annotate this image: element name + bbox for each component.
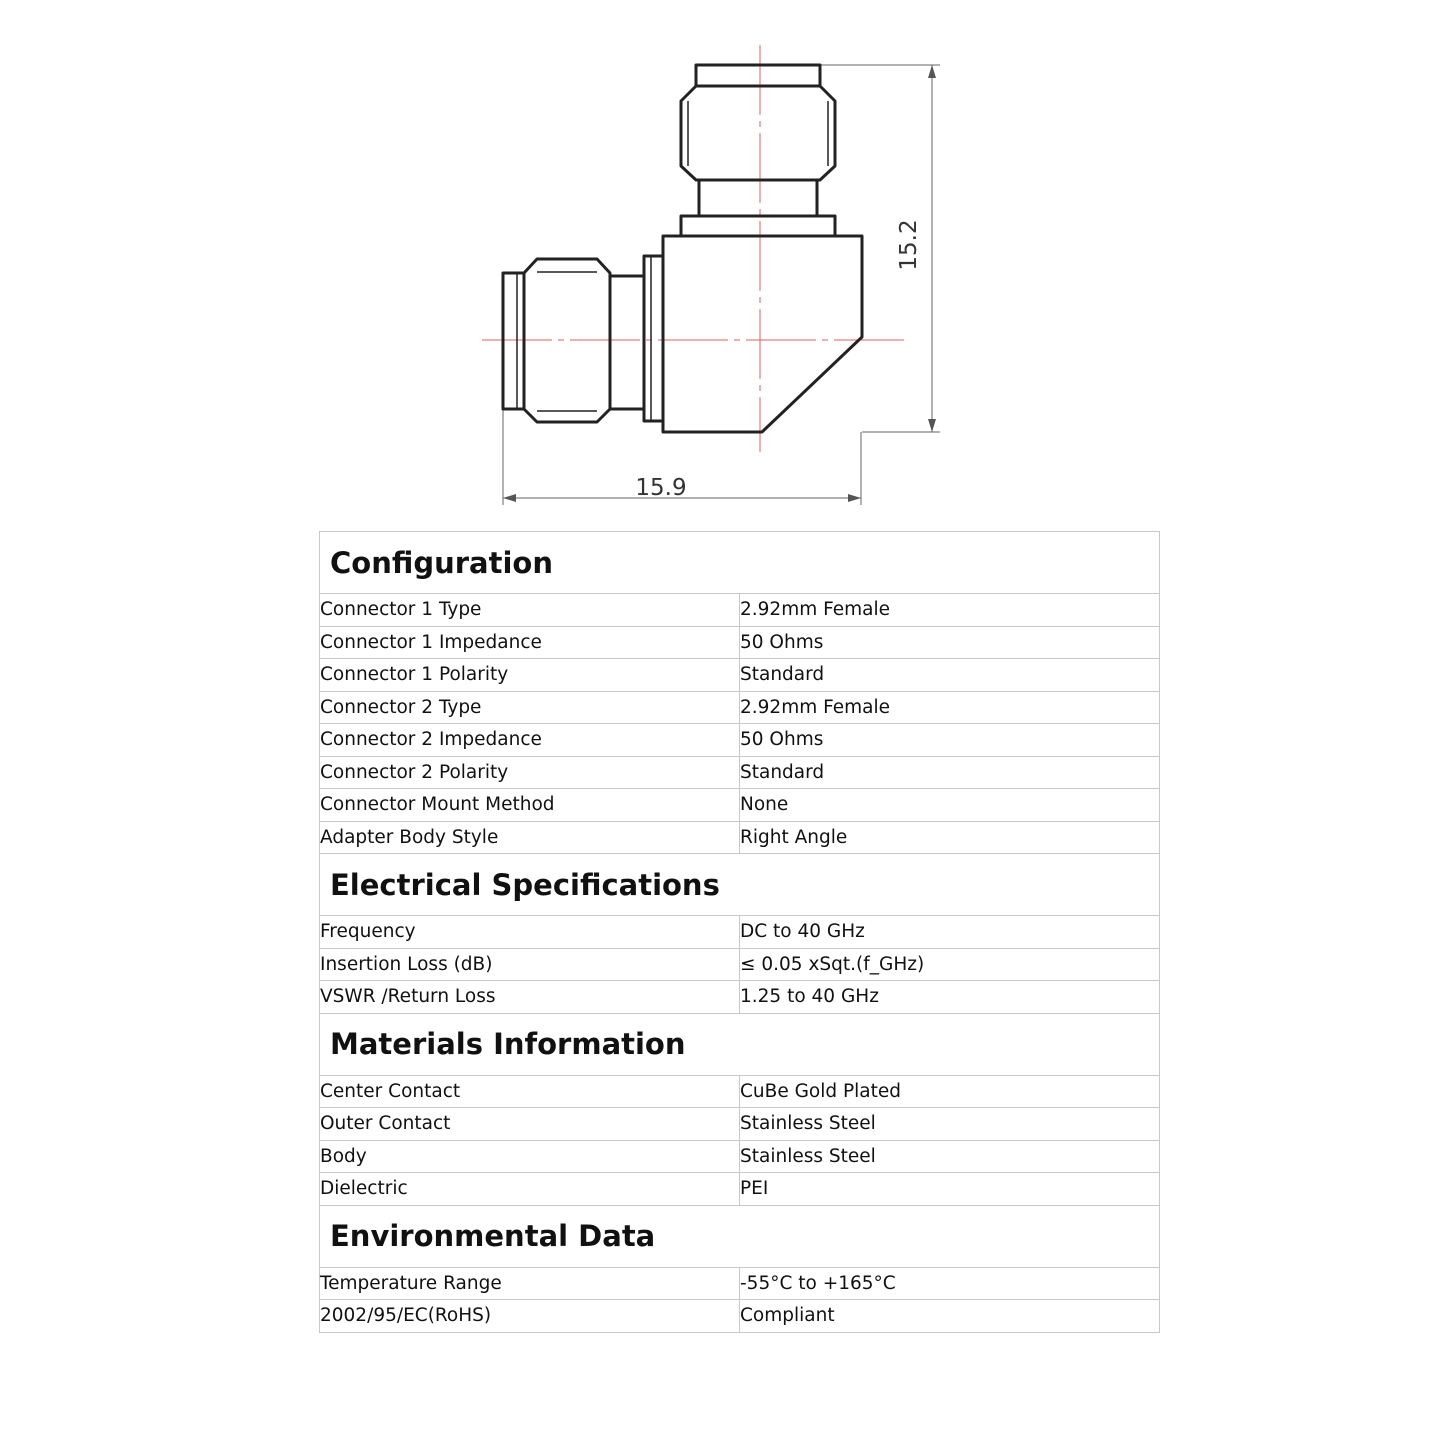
spec-row bbox=[320, 659, 1160, 692]
spec-row bbox=[320, 1173, 1160, 1206]
spec-row bbox=[320, 821, 1160, 854]
spec-value: 50 Ohms bbox=[740, 724, 1160, 757]
spec-row bbox=[320, 1300, 1160, 1333]
section-title: Electrical Specifications bbox=[320, 854, 1160, 916]
spec-label: Connector Mount Method bbox=[320, 789, 740, 822]
spec-value: None bbox=[740, 789, 1160, 822]
spec-row bbox=[320, 626, 1160, 659]
spec-label: Connector 2 Impedance bbox=[320, 724, 740, 757]
section-header bbox=[320, 532, 1160, 594]
connector-drawing bbox=[0, 0, 1445, 525]
spec-value: 50 Ohms bbox=[740, 626, 1160, 659]
height-dimension: 15.2 bbox=[896, 219, 922, 271]
spec-row bbox=[320, 724, 1160, 757]
spec-value: 1.25 to 40 GHz bbox=[740, 981, 1160, 1014]
spec-value: DC to 40 GHz bbox=[740, 916, 1160, 949]
section-header bbox=[320, 1013, 1160, 1075]
spec-value: Standard bbox=[740, 756, 1160, 789]
spec-row bbox=[320, 1140, 1160, 1173]
spec-value: Standard bbox=[740, 659, 1160, 692]
spec-table bbox=[319, 531, 1160, 1333]
spec-row bbox=[320, 1108, 1160, 1141]
spec-label: Body bbox=[320, 1140, 740, 1173]
spec-label: Frequency bbox=[320, 916, 740, 949]
spec-label: Dielectric bbox=[320, 1173, 740, 1206]
section-title: Configuration bbox=[320, 532, 1160, 594]
section-header bbox=[320, 1205, 1160, 1267]
spec-row bbox=[320, 1075, 1160, 1108]
spec-label: Connector 2 Polarity bbox=[320, 756, 740, 789]
spec-label: Insertion Loss (dB) bbox=[320, 948, 740, 981]
spec-label: Adapter Body Style bbox=[320, 821, 740, 854]
spec-row bbox=[320, 981, 1160, 1014]
spec-row bbox=[320, 1267, 1160, 1300]
dimension-lines bbox=[503, 65, 940, 505]
center-lines bbox=[482, 45, 908, 452]
section-title: Materials Information bbox=[320, 1013, 1160, 1075]
spec-row bbox=[320, 916, 1160, 949]
connector-outline bbox=[503, 65, 862, 432]
section-title: Environmental Data bbox=[320, 1205, 1160, 1267]
spec-value: PEI bbox=[740, 1173, 1160, 1206]
spec-value: Right Angle bbox=[740, 821, 1160, 854]
spec-label: VSWR /Return Loss bbox=[320, 981, 740, 1014]
spec-row bbox=[320, 594, 1160, 627]
spec-label: Connector 1 Type bbox=[320, 594, 740, 627]
spec-value: 2.92mm Female bbox=[740, 594, 1160, 627]
spec-value: Compliant bbox=[740, 1300, 1160, 1333]
spec-label: Connector 1 Polarity bbox=[320, 659, 740, 692]
spec-label: Outer Contact bbox=[320, 1108, 740, 1141]
width-dimension: 15.9 bbox=[635, 475, 687, 501]
spec-value: CuBe Gold Plated bbox=[740, 1075, 1160, 1108]
spec-value: 2.92mm Female bbox=[740, 691, 1160, 724]
spec-row bbox=[320, 789, 1160, 822]
spec-value: Stainless Steel bbox=[740, 1108, 1160, 1141]
spec-label: Temperature Range bbox=[320, 1267, 740, 1300]
spec-row bbox=[320, 948, 1160, 981]
spec-row bbox=[320, 756, 1160, 789]
spec-value: Stainless Steel bbox=[740, 1140, 1160, 1173]
spec-label: Connector 2 Type bbox=[320, 691, 740, 724]
dimension-arrows bbox=[503, 65, 936, 502]
spec-label: Connector 1 Impedance bbox=[320, 626, 740, 659]
section-header bbox=[320, 854, 1160, 916]
spec-label: Center Contact bbox=[320, 1075, 740, 1108]
spec-row bbox=[320, 691, 1160, 724]
spec-value: ≤ 0.05 xSqt.(f_GHz) bbox=[740, 948, 1160, 981]
spec-label: 2002/95/EC(RoHS) bbox=[320, 1300, 740, 1333]
spec-value: -55°C to +165°C bbox=[740, 1267, 1160, 1300]
